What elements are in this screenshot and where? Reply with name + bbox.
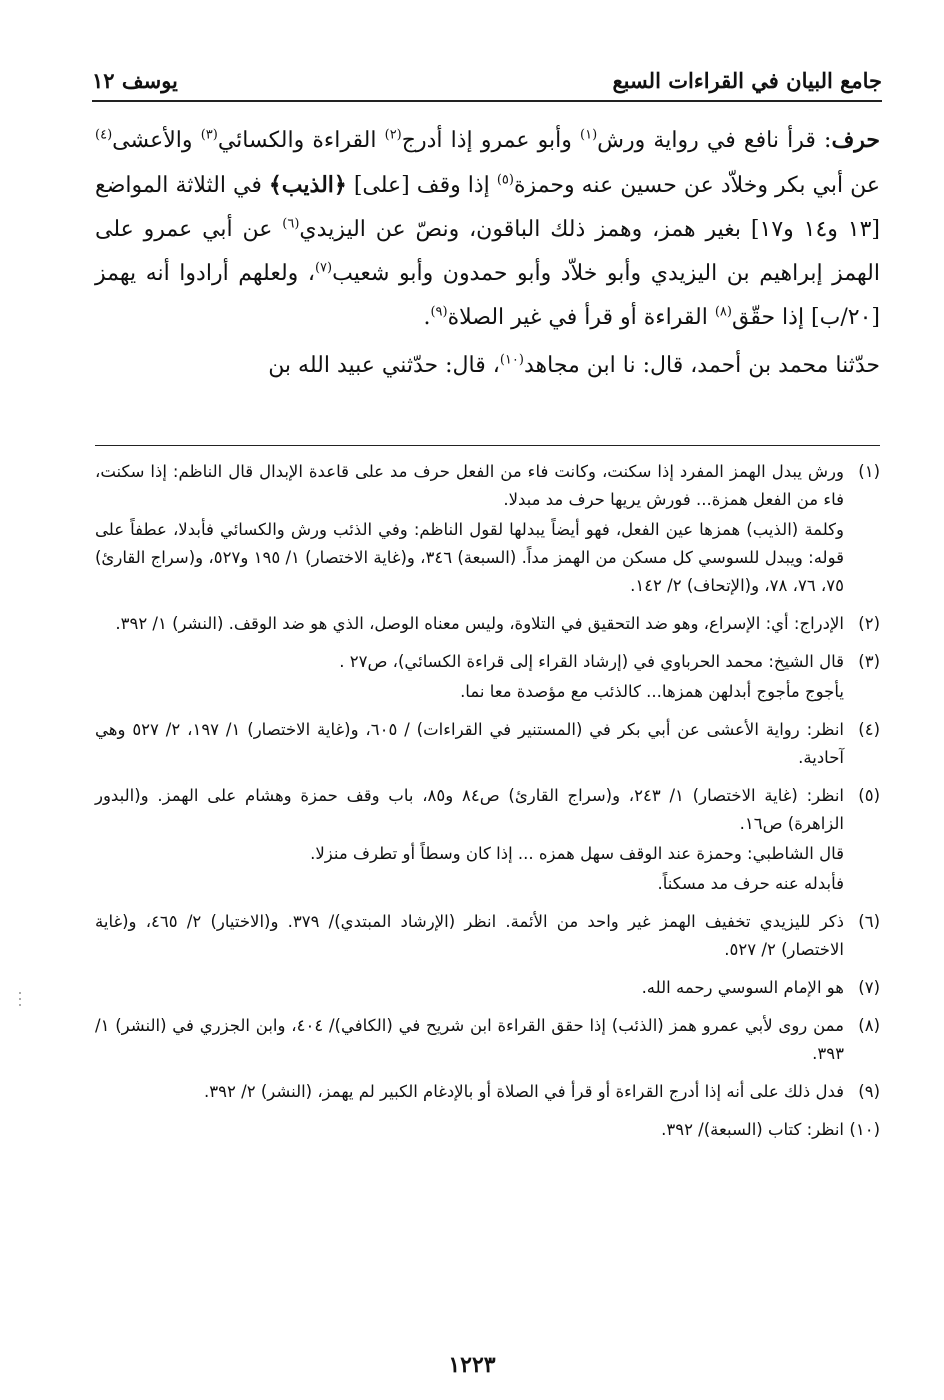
footnote-number: (٦) [858,912,880,931]
footnote [95,782,880,898]
footnote-ref: (٩) [430,304,448,320]
footnote-text: ذكر لليزيدي تخفيف الهمز غير واحد من الأئمة. انظر (الإرشاد المبتدي)/ ٣٧٩. و(الاختيار) ٢/ ٤٦٥، و(غاية الاختصار) ٢/ ٥٢٧. [95,912,844,959]
footnote-text: انظر: رواية الأعشى عن أبي بكر في (المستنير في القراءات) / ٦٠٥، و(غاية الاختصار) ١/ ١٩٧، ٢/ ٥٢٧ وهي آحادية. [95,720,844,767]
footnote-text: هو الإمام السوسي رحمه الله. [641,978,844,997]
footnote-ref: (١٠) [499,352,524,368]
footnote-text: انظر: (غاية الاختصار) ١/ ٢٤٣، و(سراج القارئ) ص٨٤ و٨٥، باب وقف حمزة وهشام على الهمز. و(البدور الزاهرة) ص١٦. [95,786,844,833]
footnote-text: ورش يبدل الهمز المفرد إذا سكنت، وكانت فاء من الفعل حرف مد على قاعدة الإبدال قال الناظم: إذا سكنت، فاء من الفعل همزة... فورش يريها حرف مد مبدلا. [95,462,844,509]
footnote-text: الإدراج: أي: الإسراع، وهو ضد التحقيق في التلاوة، وليس معناه الوصل، الذي هو ضد الوقف. (النشر) ١/ ٣٩٢. [115,614,844,633]
footnote [95,716,880,772]
page-number: ١٢٢٣ [448,1352,496,1378]
text-run: : قرأ نافع في رواية ورش [597,128,832,153]
footnote-text: انظر: كتاب (السبعة)/ ٣٩٢. [661,1120,844,1139]
text-run: إذا وقف [على] [346,173,497,198]
footnote-number: (٢) [858,614,880,633]
footnote [95,458,880,600]
footnote-ref: (٣) [200,127,218,143]
text-run: القراءة والكسائي [217,128,385,153]
footnote [95,1012,880,1068]
footnote-number: (١٠) [849,1120,880,1139]
footnote-number: (٥) [858,786,880,805]
footnote-continuation: فأبدله عنه حرف مد مسكناً. [657,874,844,893]
text-run: عن أبي بكر وخلاّد عن حسين عنه وحمزة [513,173,880,198]
text-run: ، قال: حدّثني عبيد الله بن [268,353,500,378]
footnote-ref: (٢) [384,127,402,143]
footnote-number: (٣) [858,652,880,671]
chapter-label: يوسف ١٢ [92,68,178,93]
footnote-ref: (٤) [95,127,113,143]
header-divider [92,100,882,102]
footnote-number: (٧) [858,978,880,997]
footnote-continuation: وكلمة (الذيب) همزها عين الفعل، فهو أيضاً يبدلها لقول الناظم: وفي الذئب ورش والكسائي فأبدلا، عطفاً على قوله: ويبدل للسوسي كل مسكن من الهمز مداً. (السبعة) ٣٤٦، و(غاية الاختصار) ١/ ١٩٥ و٥٢٧، و(سراج القارئ) ٧٥، ٧٦، ٧٨، و(الإتحاف) ٢/ ١٤٢. [95,520,844,595]
footnote-text: قال الشيخ: محمد الحرباوي في (إرشاد القراء إلى قراءة الكسائي)، ص٢٧ . [339,652,844,671]
footnote-ref: (٨) [714,304,732,320]
footnote-number: (١) [858,462,880,481]
text-run: في الثلاثة المواضع [١٣ و١٤ و١٧] بغير همز، وهمز ذلك الباقون، ونصّ عن اليزيدي [95,173,881,242]
footnote [95,974,880,1002]
footnote-number: (٨) [858,1016,880,1035]
text-run: . [423,305,431,330]
footnote [95,610,880,638]
bold-term: حرف [831,127,881,153]
main-text [95,118,880,388]
footnote [95,908,880,964]
footnote-text: ممن روى لأبي عمرو همز (الذئب) إذا حقق القراءة ابن شريح في (الكافي)/ ٤٠٤، وابن الجزري في (النشر) ١/ ٣٩٣. [95,1016,845,1063]
running-header [92,62,882,98]
footnote-ref: (٧) [314,260,333,276]
footnotes-section [95,458,880,1154]
bold-term: ﴿الذيب﴾ [268,172,347,198]
footnote-number: (٩) [858,1082,880,1101]
footnote-ref: (١) [580,127,598,143]
footnote-continuation: يأجوج مأجوج أبدلهن همزها... كالذئب مع مؤصدة معا نما. [460,682,844,701]
text-run: والأعشى [112,128,201,153]
footnote-number: (٤) [858,720,880,739]
main-paragraph-1 [95,118,880,340]
main-paragraph-2 [95,344,880,388]
footnote-text: فدل ذلك على أنه إذا أدرج القراءة أو قرأ في الصلاة أو بالإدغام الكبير لم يهمز، (النشر) ٢/ ٣٩٢. [204,1082,844,1101]
footnote-divider [95,445,880,446]
text-run: وأبو عمرو إذا أدرج [401,128,581,153]
footnote-continuation: قال الشاطبي: وحمزة عند الوقف سهل همزه ... إذا كان وسطاً أو تطرف منزلا. [310,844,844,863]
scan-speck [18,988,22,1014]
text-run: حدّثنا محمد بن أحمد، قال: نا ابن مجاهد [523,353,880,378]
footnote-ref: (٥) [496,172,514,188]
footnote [95,648,880,706]
footnote-ref: (٦) [282,216,300,232]
book-title: جامع البيان في القراءات السبع [612,68,882,93]
footnote [95,1116,880,1144]
footnote [95,1078,880,1106]
text-run: عن أبي عمرو على الهمز إبراهيم بن اليزيدي وأبو خلاّد وأبو حمدون وأبو شعيب [95,217,880,286]
text-run: ، ولعلهم أرادوا أنه يهمز [٢٠/ب] إذا حقّق [95,261,880,330]
text-run: القراءة أو قرأ في غير الصلاة [447,305,715,330]
